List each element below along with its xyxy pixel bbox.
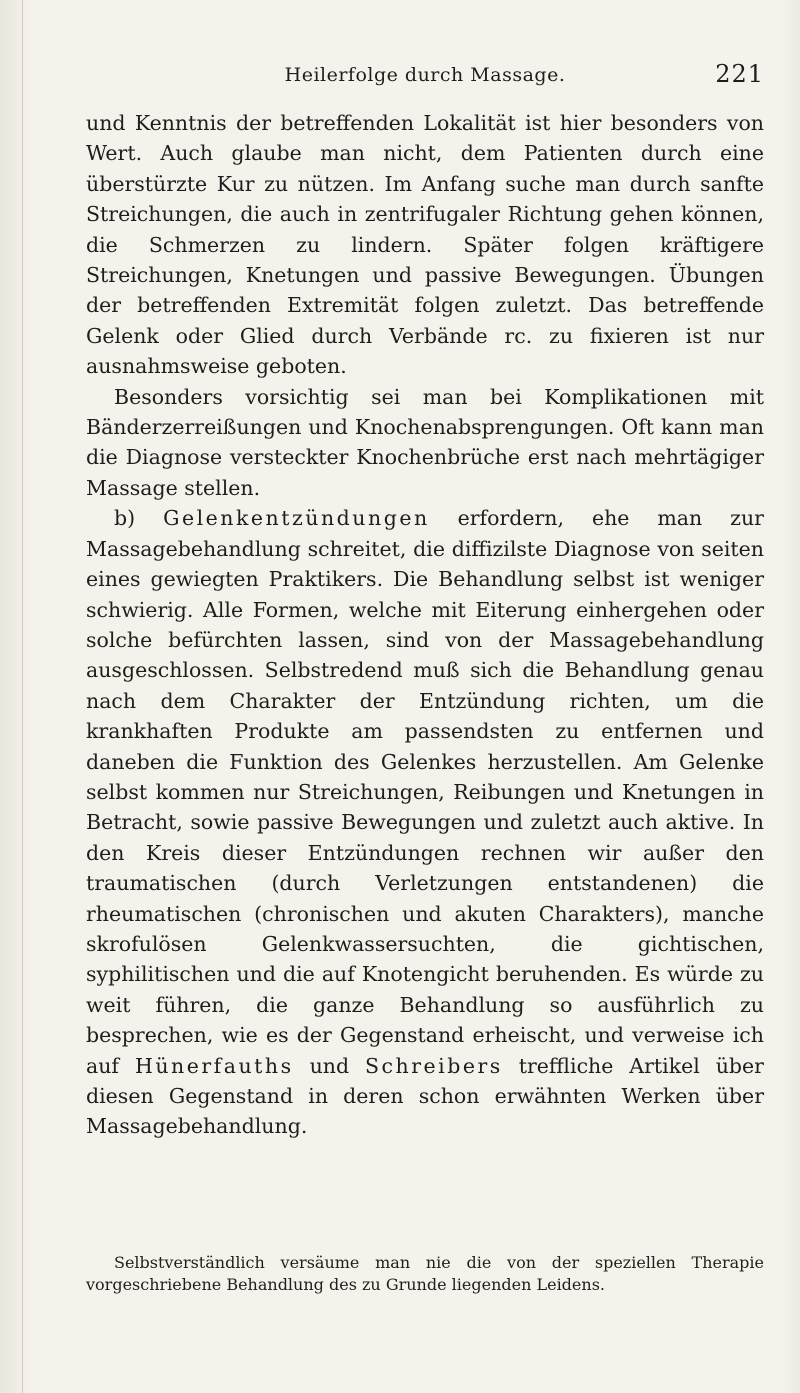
author-name-1: Hünerfauths bbox=[134, 1053, 294, 1078]
page-edge bbox=[22, 0, 23, 1393]
page-header bbox=[86, 60, 764, 92]
conjunction: und bbox=[309, 1053, 350, 1078]
running-title: Heilerfolge durch Massage. bbox=[284, 64, 566, 86]
footnote-text: Selbstverständlich versäume man nie die von der speziellen Therapie vorgeschriebene Behandlung des zu Grunde liegenden Leidens. bbox=[86, 1253, 764, 1294]
body-text bbox=[86, 108, 764, 1142]
footnote bbox=[86, 1252, 764, 1296]
paragraph-2: Besonders vorsichtig sei man bei Komplikationen mit Bänderzerreißungen und Knochenabsprengungen. Oft kann man die Diagnose versteckter Knochenbrüche erst nach mehrtägiger Massage stellen. bbox=[86, 384, 764, 500]
section-term: Gelenkentzündungen bbox=[163, 506, 430, 531]
paragraph-1: und Kenntnis der betreffenden Lokalität ist hier besonders von Wert. Auch glaube man nicht, dem Patienten durch eine überstürzte Kur zu nützen. Im Anfang suche man durch sanfte Streichungen, die auch in zentrifugaler Richtung gehen können, die Schmerzen zu lindern. Später folgen kräftigere Streichungen, Knetungen und passive Bewegungen. Übungen der betreffenden Extremität folgen zuletzt. Das betreffende Gelenk oder Glied durch Verbände rc. zu fixieren ist nur ausnahmsweise geboten. bbox=[86, 111, 764, 379]
page-number: 221 bbox=[715, 60, 764, 88]
author-name-2: Schreibers bbox=[365, 1053, 503, 1078]
list-marker: b) bbox=[114, 506, 136, 531]
paragraph-3-text: erfordern, ehe man zur Massagebehandlung schreitet, die diffizilste Diagnose von seiten eines gewiegten Praktikers. Die Behandlung selbst ist weniger schwierig. Alle Formen, welche mit Eiterung einhergehen oder solche befürchten lassen, sind von der Massagebehandlung ausgeschlossen. Selbstredend muß sich die Behandlung genau nach dem Charakter der Entzündung richten, um die krankhaften Produkte am passendsten zu entfernen und daneben die Funktion des Gelenkes herzustellen. Am Gelenke selbst kommen nur Streichungen, Reibungen und Knetungen in Betracht, sowie passive Bewegungen und zuletzt auch aktive. In den Kreis dieser Entzündungen rechnen wir außer den traumatischen (durch Verletzungen entstandenen) die rheumatischen (chronischen und akuten Charakters), manche skrofulösen Gelenkwassersuchten, die gichtischen, syphilitischen und die auf Knotengicht beruhenden. Es würde zu weit führen, die ganze Behandlung so ausführlich zu besprechen, wie es der Gegenstand erheischt, und verweise ich auf bbox=[86, 506, 764, 1078]
paragraph-3-ending: treffliche Artikel über diesen Gegenstand in deren schon erwähnten Werken über Massagebehandlung. bbox=[86, 1053, 764, 1139]
paragraph-3 bbox=[86, 503, 764, 1142]
